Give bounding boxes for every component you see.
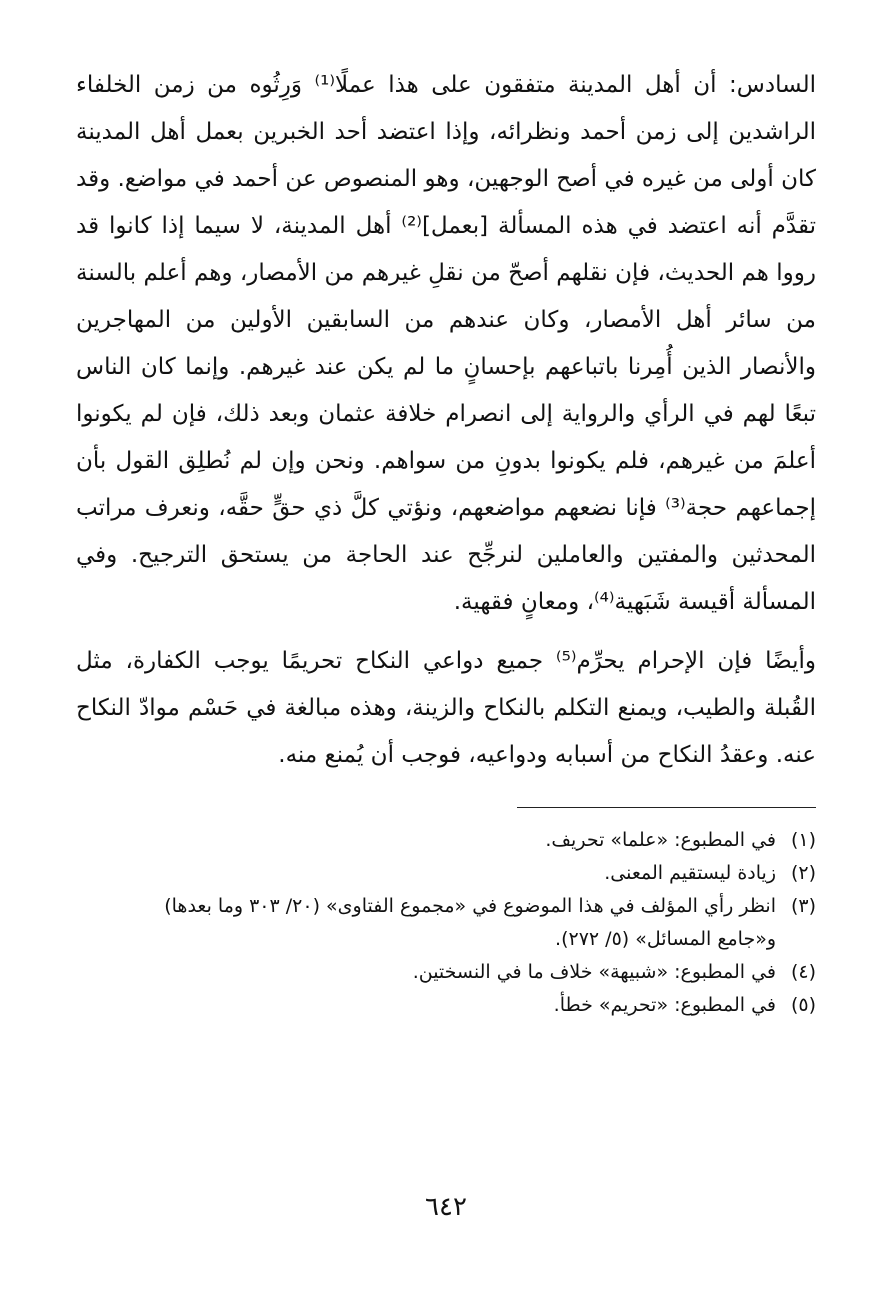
footnote [76, 956, 816, 989]
footnote-divider [517, 807, 816, 808]
footnote-line: و«جامع المسائل» (٥/ ٢٧٢). [555, 928, 776, 950]
footnote [76, 824, 816, 857]
footnote [76, 890, 816, 956]
book-page [76, 62, 816, 1242]
footnote-line: في المطبوع: «شبيهة» خلاف ما في النسختين. [412, 961, 776, 983]
footnote-line: في المطبوع: «تحريم» خطأ. [553, 994, 776, 1016]
footnote-number: (١) [790, 829, 816, 851]
footnote-number: (٣) [790, 895, 816, 917]
footnote-text [76, 956, 776, 989]
footnote-text [76, 857, 776, 890]
footnote-number: (٥) [790, 994, 816, 1016]
footnote-text [76, 890, 776, 956]
footnote-line: انظر رأي المؤلف في هذا الموضوع في «مجموع الفتاوى» (٢٠/ ٣٠٣ وما بعدها) [164, 895, 776, 917]
footnote-text [76, 989, 776, 1022]
footnote [76, 857, 816, 890]
page-number: ٦٤٢ [425, 1192, 467, 1222]
footnote-line: في المطبوع: «علما» تحريف. [545, 829, 776, 851]
footnote-number: (٤) [790, 961, 816, 983]
paragraph: وأيضًا فإن الإحرام يحرِّم⁽⁵⁾ جميع دواعي النكاح تحريمًا يوجب الكفارة، مثل القُبلة والطيب، ويمنع التكلم بالنكاح والزينة، وهذه مبالغة في حَسْم موادّ النكاح عنه. وعقدُ النكاح من أسبابه ودواعيه، فوجب أن يُمنع منه. [76, 648, 816, 768]
paragraph: السادس: أن أهل المدينة متفقون على هذا عملًا⁽¹⁾ وَرِثُوه من زمن الخلفاء الراشدين إلى زمن أحمد ونظرائه، وإذا اعتضد أحد الخبرين بعمل أهل المدينة كان أولى من غيره في أصح الوجهين، وهو المنصوص عن أحمد في مواضع. وقد تقدَّم أنه اعتضد في هذه المسألة [بعمل]⁽²⁾ أهل المدينة، لا سيما إذا كانوا قد رووا هم الحديث، فإن نقلهم أصحّ من نقلِ غيرهم من الأمصار، وهم أعلم بالسنة من سائر أهل الأمصار، وكان عندهم من السابقين الأولين من المهاجرين والأنصار الذين أُمِرنا باتباعهم بإحسانٍ ما لم يكن عند غيرهم. وإنما كان الناس تبعًا لهم في الرأي والرواية إلى انصرام خلافة عثمان وبعد ذلك، فإن لم يكونوا أعلمَ من غيرهم، فلم يكونوا بدونِ من سواهم. ونحن وإن لم نُطلِق القول بأن إجماعهم حجة⁽³⁾ فإنا نضعهم مواضعهم، ونؤتي كلَّ ذي حقٍّ حقَّه، ونعرف مراتب المحدثين والمفتين والعاملين لنرجِّح عند الحاجة من يستحق الترجيح. وفي المسألة أقيسة شَبَهية⁽⁴⁾، ومعانٍ فقهية. [76, 72, 816, 615]
footnote-text [76, 824, 776, 857]
footnote [76, 989, 816, 1022]
footnote-number: (٢) [790, 862, 816, 884]
main-text [76, 62, 816, 779]
footnote-line: زيادة ليستقيم المعنى. [604, 862, 776, 884]
footnotes [76, 824, 816, 1022]
